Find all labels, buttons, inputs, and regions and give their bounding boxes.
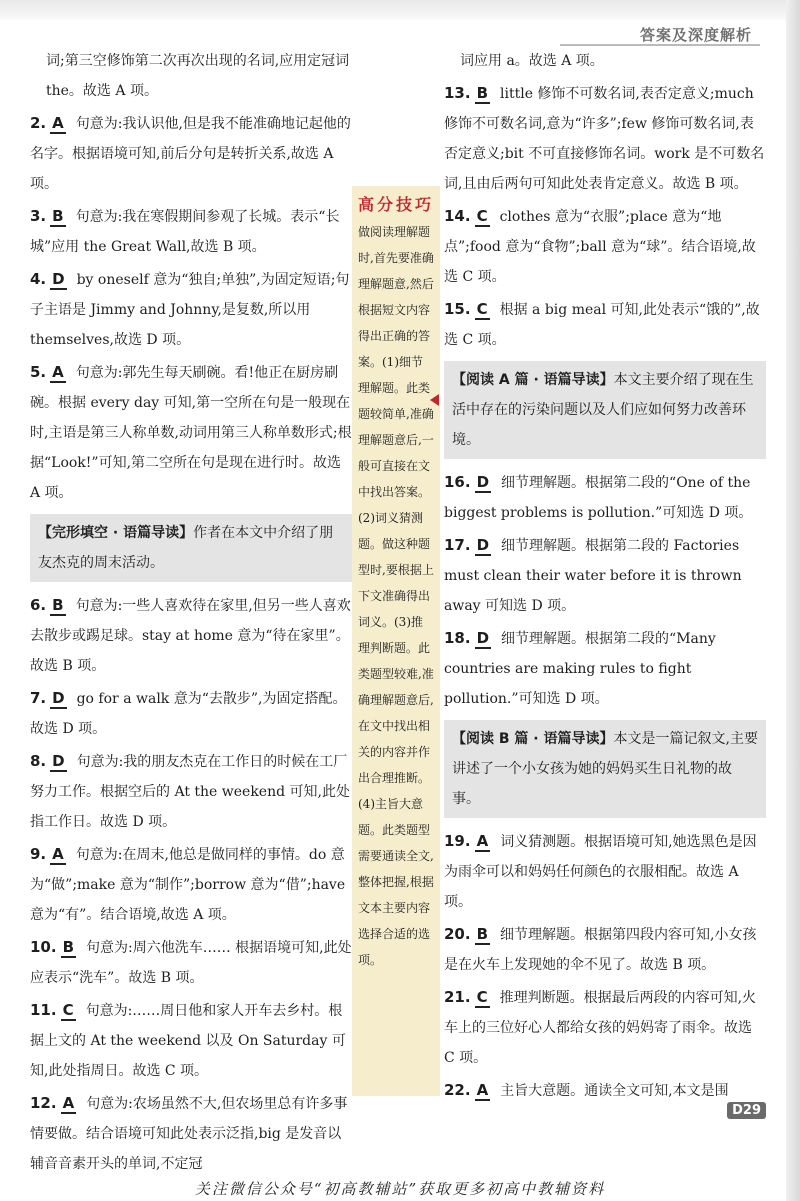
footer-note: 关注微信公众号“初高教辅站”获取更多初高中教辅资料 <box>194 1180 606 1198</box>
answer-explanation: 句意为:在周末,他总是做同样的事情。do 意为“做”;make 意为“制作”;borrow 意为“借”;have 意为“有”。结合语境,故选 A 项。 <box>30 847 346 923</box>
question-number: 5. <box>30 363 47 381</box>
answer-item <box>30 995 352 1086</box>
answer-letter: A <box>476 1081 489 1099</box>
answer-item <box>30 746 352 837</box>
answer-item <box>30 932 352 993</box>
answer-letter: A <box>476 832 489 850</box>
answer-letter: B <box>476 84 489 102</box>
question-number: 13. <box>444 84 471 102</box>
top-band <box>0 0 800 20</box>
answer-letter: B <box>62 938 75 956</box>
tips-box <box>352 186 440 1096</box>
answer-list <box>444 78 766 355</box>
answer-item <box>444 467 766 528</box>
answer-explanation: go for a walk 意为“去散步”,为固定搭配。故选 D 项。 <box>30 691 347 737</box>
question-number: 18. <box>444 629 471 647</box>
question-number: 4. <box>30 270 47 288</box>
cloze-banner <box>30 514 352 582</box>
answer-letter: C <box>476 988 488 1006</box>
question-number: 16. <box>444 473 471 491</box>
answer-item <box>30 108 352 199</box>
answer-explanation: by oneself 意为“独自;单独”,为固定短语;句子主语是 Jimmy and Johnny,是复数,所以用 themselves,故选 D 项。 <box>30 272 350 348</box>
left-column <box>30 46 352 1181</box>
answer-explanation: 句意为:我认识他,但是我不能准确地记起他的名字。根据语境可知,前后分句是转折关系,故选 A 项。 <box>30 116 351 192</box>
answer-item <box>444 530 766 621</box>
question-number: 12. <box>30 1094 57 1112</box>
answer-letter: B <box>52 596 64 614</box>
answer-item <box>30 357 352 508</box>
question-number: 10. <box>30 938 57 956</box>
answer-letter: A <box>52 845 64 863</box>
answer-letter: D <box>476 536 490 554</box>
answer-letter: C <box>62 1001 74 1019</box>
answer-item <box>444 1075 766 1106</box>
answer-item <box>444 78 766 199</box>
question-number: 8. <box>30 752 47 770</box>
answer-letter: B <box>52 207 64 225</box>
answer-item <box>30 1088 352 1179</box>
reading-b-banner-text: 本文是一篇记叙文,主要讲述了一个小女孩为她的妈妈买生日礼物的故事。 <box>452 731 758 807</box>
answer-item <box>444 826 766 917</box>
question-number: 21. <box>444 988 471 1006</box>
tips-title: 高分技巧 <box>357 195 434 214</box>
answer-letter: A <box>62 1094 75 1112</box>
answer-item <box>444 201 766 292</box>
answer-list <box>444 467 766 714</box>
reading-b-banner-tag: 【阅读 B 篇 · 语篇导读】 <box>452 731 614 747</box>
question-number: 22. <box>444 1081 471 1099</box>
answer-explanation: 推理判断题。根据最后两段的内容可知,火车上的三位好心人都给女孩的妈妈寄了雨伞。故选 C 项。 <box>444 990 757 1066</box>
answer-explanation: 根据 a big meal 可知,此处表示“饿的”,故选 C 项。 <box>444 302 760 348</box>
page-edge <box>786 0 800 1201</box>
question-number: 15. <box>444 300 471 318</box>
answer-letter: C <box>476 207 488 225</box>
answer-item <box>444 623 766 714</box>
question-number: 11. <box>30 1001 57 1019</box>
answer-letter: A <box>52 114 64 132</box>
answer-letter: B <box>476 925 489 943</box>
answer-explanation: 主旨大意题。通读全文可知,本文是围 <box>500 1083 729 1099</box>
answer-explanation: 句意为:我在寒假期间参观了长城。表示“长城”应用 the Great Wall,故选 B 项。 <box>30 209 340 255</box>
left-intro: 词;第三空修饰第二次再次出现的名词,应用定冠词 the。故选 A 项。 <box>46 53 350 99</box>
answer-explanation: 细节理解题。根据第四段内容可知,小女孩是在火车上发现她的伞不见了。故选 B 项。 <box>444 927 757 973</box>
answer-list <box>30 108 352 508</box>
answer-item <box>30 264 352 355</box>
answer-explanation: 句意为:我的朋友杰克在工作日的时候在工厂努力工作。根据空后的 At the weekend 可知,此处指工作日。故选 D 项。 <box>30 754 350 830</box>
answer-item <box>444 919 766 980</box>
answer-letter: A <box>52 363 64 381</box>
answer-letter: D <box>52 689 65 707</box>
question-number: 9. <box>30 845 47 863</box>
answer-item <box>30 201 352 262</box>
header-title: 答案及深度解析 <box>639 26 752 44</box>
reading-a-banner <box>444 361 766 459</box>
answer-explanation: 细节理解题。根据第二段的“One of the biggest problems is pollution.”可知选 D 项。 <box>444 475 753 521</box>
reading-b-banner <box>444 720 766 818</box>
answer-explanation: 细节理解题。根据第二段的“Many countries are making rules to fight pollution.”可知选 D 项。 <box>444 631 716 707</box>
answer-explanation: 词义猜测题。根据语境可知,她选黑色是因为雨伞可以和妈妈任何颜色的衣服相配。故选 A 项。 <box>444 834 757 910</box>
question-number: 7. <box>30 689 47 707</box>
right-column <box>444 46 766 1108</box>
question-number: 6. <box>30 596 47 614</box>
answer-item <box>444 982 766 1073</box>
answer-item <box>30 590 352 681</box>
question-number: 14. <box>444 207 471 225</box>
question-number: 20. <box>444 925 471 943</box>
answer-explanation: 句意为:郭先生每天刷碗。看!他正在厨房刷碗。根据 every day 可知,第一空所在句是一般现在时,主语是第三人称单数,动词用第三人称单数形式;根据“Look!”可知,第二空所在句是现在进行时。故选 A 项。 <box>30 365 352 501</box>
reading-a-banner-tag: 【阅读 A 篇 · 语篇导读】 <box>452 372 614 388</box>
question-number: 19. <box>444 832 471 850</box>
answer-list <box>30 590 352 1179</box>
reading-a-banner-text: 本文主要介绍了现在生活中存在的污染问题以及人们应如何努力改善环境。 <box>452 372 754 448</box>
answer-item <box>444 294 766 355</box>
answer-explanation: clothes 意为“衣服”;place 意为“地点”;food 意为“食物”;ball 意为“球”。结合语境,故选 C 项。 <box>444 209 756 285</box>
answer-letter: D <box>476 473 490 491</box>
cloze-banner-text: 作者在本文中介绍了朋友杰克的周末活动。 <box>38 525 334 571</box>
tips-arrow-icon <box>430 394 439 406</box>
right-intro: 词应用 a。故选 A 项。 <box>460 53 604 69</box>
question-number: 3. <box>30 207 47 225</box>
answer-explanation: 句意为:……周日他和家人开车去乡村。根据上文的 At the weekend 以及 On Saturday 可知,此处指周日。故选 C 项。 <box>30 1003 346 1079</box>
answer-letter: D <box>476 629 490 647</box>
answer-explanation: little 修饰不可数名词,表否定意义;much 修饰不可数名词,意为“许多”;few 修饰可数名词,表否定意义;bit 不可直接修饰名词。work 是不可数名词,且由后两句可知此处表肯定意义。故选 B 项。 <box>444 86 765 192</box>
page-number: D29 <box>727 1102 766 1119</box>
answer-letter: D <box>52 752 65 770</box>
cloze-banner-tag: 【完形填空 · 语篇导读】 <box>38 525 194 541</box>
tips-body: 做阅读理解题时,首先要准确理解题意,然后根据短文内容得出正确的答案。(1)细节理解题。此类题较简单,准确理解题意后,一般可直接在文中找出答案。(2)词义猜测题。做这种题型时,要根据上下文准确得出词义。(3)推理判断题。此类题型较难,准确理解题意后,在文中找出相关的内容并作出合理推断。(4)主旨大意题。此类题型需要通读全文,整体把握,根据文本主要内容选择合适的选项。 <box>358 225 434 967</box>
answer-list <box>444 826 766 1106</box>
answer-explanation: 句意为:农场虽然不大,但农场里总有许多事情要做。结合语境可知此处表示泛指,big 是发音以辅音音素开头的单词,不定冠 <box>30 1096 348 1172</box>
answer-explanation: 句意为:周六他洗车…… 根据语境可知,此处应表示“洗车”。故选 B 项。 <box>30 940 352 986</box>
answer-explanation: 句意为:一些人喜欢待在家里,但另一些人喜欢去散步或踢足球。stay at home 意为“待在家里”。故选 B 项。 <box>30 598 351 674</box>
question-number: 2. <box>30 114 47 132</box>
answer-letter: C <box>476 300 488 318</box>
answer-letter: D <box>52 270 65 288</box>
answer-item <box>30 839 352 930</box>
answer-explanation: 细节理解题。根据第二段的 Factories must clean their water before it is thrown away 可知选 D 项。 <box>444 538 742 614</box>
answer-item <box>30 683 352 744</box>
question-number: 17. <box>444 536 471 554</box>
